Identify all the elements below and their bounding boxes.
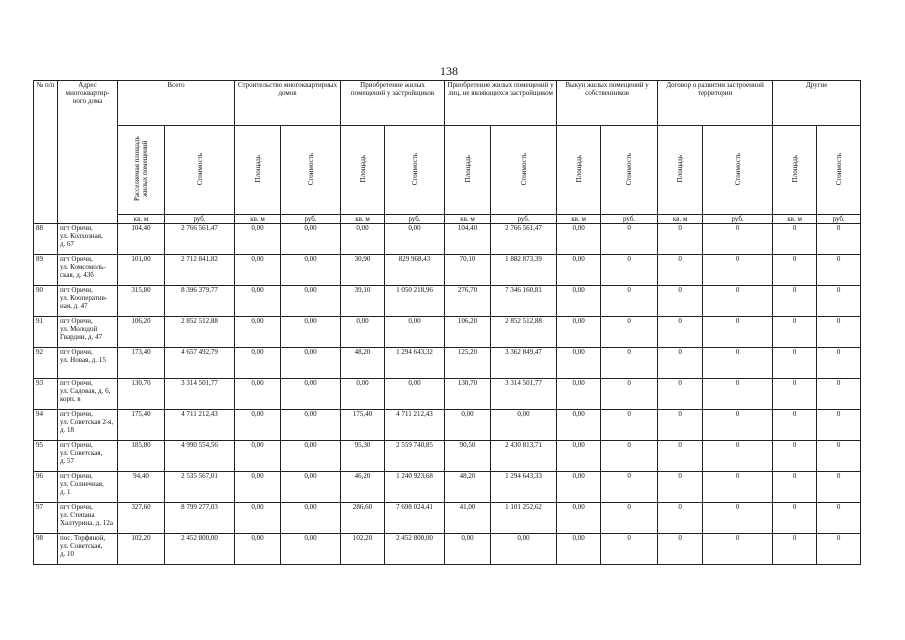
- developer-area: 95,30: [341, 441, 385, 472]
- row-address: пгт Оричи, ул. Советская 2-я, д. 18: [58, 410, 118, 441]
- header-purchase-developers: Приобретение жилых помещений у застройщиков: [341, 81, 445, 126]
- total-cost: 8 799 277,03: [165, 503, 235, 534]
- contract-area: 0: [658, 410, 703, 441]
- subheader-cost: Стоимость: [281, 126, 341, 215]
- construction-cost: 0,00: [281, 286, 341, 317]
- non-developer-area: 106,20: [445, 317, 491, 348]
- other-area: 0: [773, 255, 817, 286]
- total-cost: 8 396 379,77: [165, 286, 235, 317]
- developer-cost: 0,00: [385, 379, 445, 410]
- non-developer-area: 104,40: [445, 224, 491, 255]
- non-developer-area: 90,50: [445, 441, 491, 472]
- buyout-cost: 0: [601, 255, 658, 286]
- developer-cost: 2 452 800,00: [385, 534, 445, 565]
- subheader-cost: Стоимость: [817, 126, 861, 215]
- contract-area: 0: [658, 441, 703, 472]
- buyout-area: 0,00: [557, 472, 601, 503]
- other-cost: 0: [817, 379, 861, 410]
- construction-cost: 0,00: [281, 534, 341, 565]
- contract-area: 0: [658, 224, 703, 255]
- construction-cost: 0,00: [281, 441, 341, 472]
- other-cost: 0: [817, 472, 861, 503]
- non-developer-area: 48,20: [445, 472, 491, 503]
- buyout-area: 0,00: [557, 224, 601, 255]
- other-area: 0: [773, 534, 817, 565]
- construction-area: 0,00: [235, 472, 281, 503]
- developer-area: 0,00: [341, 379, 385, 410]
- total-cost: 3 314 501,77: [165, 379, 235, 410]
- header-construction: Строительство многоквартирных домов: [235, 81, 341, 126]
- total-area: 130,70: [118, 379, 165, 410]
- header-total: Всего: [118, 81, 235, 126]
- construction-cost: 0,00: [281, 410, 341, 441]
- unit-rub: руб.: [385, 215, 445, 224]
- header-other: Другие: [773, 81, 861, 126]
- total-area: 101,00: [118, 255, 165, 286]
- non-developer-cost: 2 766 561,47: [491, 224, 557, 255]
- construction-area: 0,00: [235, 379, 281, 410]
- non-developer-cost: 1 101 252,62: [491, 503, 557, 534]
- subheader-cost: Стоимость: [491, 126, 557, 215]
- unit-rub: руб.: [281, 215, 341, 224]
- other-area: 0: [773, 441, 817, 472]
- table-row: [34, 472, 861, 503]
- construction-area: 0,00: [235, 317, 281, 348]
- other-area: 0: [773, 224, 817, 255]
- row-no: 95: [34, 441, 58, 472]
- header-buyout: Выкуп жилых помещений у собственников: [557, 81, 658, 126]
- construction-cost: 0,00: [281, 472, 341, 503]
- other-cost: 0: [817, 224, 861, 255]
- table-body: [34, 224, 861, 565]
- contract-cost: 0: [703, 472, 773, 503]
- developer-cost: 1 294 643,32: [385, 348, 445, 379]
- row-no: 94: [34, 410, 58, 441]
- subheader-cost: Стоимость: [703, 126, 773, 215]
- contract-area: 0: [658, 379, 703, 410]
- page-number: 138: [440, 64, 458, 78]
- unit-area: кв. м: [773, 215, 817, 224]
- contract-area: 0: [658, 534, 703, 565]
- non-developer-area: 0,00: [445, 410, 491, 441]
- subheader-cost: Стоимость: [601, 126, 658, 215]
- total-area: 173,40: [118, 348, 165, 379]
- buyout-area: 0,00: [557, 348, 601, 379]
- construction-area: 0,00: [235, 503, 281, 534]
- total-area: 315,80: [118, 286, 165, 317]
- developer-cost: 7 698 024,41: [385, 503, 445, 534]
- other-area: 0: [773, 286, 817, 317]
- other-cost: 0: [817, 410, 861, 441]
- row-address: пгт Оричи, ул. Молодой Гвардии, д. 47: [58, 317, 118, 348]
- row-address: пгт Оричи, ул. Садовая, д. 6, корп. в: [58, 379, 118, 410]
- contract-area: 0: [658, 255, 703, 286]
- row-no: 92: [34, 348, 58, 379]
- construction-cost: 0,00: [281, 224, 341, 255]
- unit-rub: руб.: [601, 215, 658, 224]
- other-cost: 0: [817, 441, 861, 472]
- developer-cost: 4 711 212,43: [385, 410, 445, 441]
- contract-cost: 0: [703, 224, 773, 255]
- subheader-resettled-area: Расселяемая площадь жилых помещений: [118, 126, 165, 215]
- total-area: 102,20: [118, 534, 165, 565]
- total-cost: 4 657 492,79: [165, 348, 235, 379]
- non-developer-cost: 2 430 813,71: [491, 441, 557, 472]
- construction-area: 0,00: [235, 348, 281, 379]
- buyout-area: 0,00: [557, 379, 601, 410]
- subheader-area: Площадь: [341, 126, 385, 215]
- other-area: 0: [773, 410, 817, 441]
- other-area: 0: [773, 503, 817, 534]
- non-developer-cost: 3 314 501,77: [491, 379, 557, 410]
- header-development-contract: Договор о развитии застроенной территории: [658, 81, 773, 126]
- table-row: [34, 534, 861, 565]
- unit-rub: руб.: [165, 215, 235, 224]
- row-address: пгт Оричи, ул. Советская, д. 57: [58, 441, 118, 472]
- contract-cost: 0: [703, 317, 773, 348]
- row-no: 93: [34, 379, 58, 410]
- developer-area: 46,20: [341, 472, 385, 503]
- non-developer-area: 41,00: [445, 503, 491, 534]
- non-developer-area: 125,20: [445, 348, 491, 379]
- table-row: [34, 441, 861, 472]
- developer-cost: 0,00: [385, 317, 445, 348]
- row-address: пгт Оричи, ул. Кооператив- ная, д. 47: [58, 286, 118, 317]
- subheader-cost: Стоимость: [165, 126, 235, 215]
- contract-cost: 0: [703, 348, 773, 379]
- non-developer-cost: 1 882 873,39: [491, 255, 557, 286]
- contract-cost: 0: [703, 410, 773, 441]
- contract-cost: 0: [703, 379, 773, 410]
- subheader-area: Площадь: [773, 126, 817, 215]
- other-cost: 0: [817, 317, 861, 348]
- row-address: пгт Оричи, ул. Степана Халтурина, д. 12а: [58, 503, 118, 534]
- table-row: [34, 255, 861, 286]
- buyout-cost: 0: [601, 317, 658, 348]
- other-cost: 0: [817, 503, 861, 534]
- unit-area: кв. м: [118, 215, 165, 224]
- total-cost: 4 990 554,56: [165, 441, 235, 472]
- contract-area: 0: [658, 317, 703, 348]
- table-row: [34, 317, 861, 348]
- buyout-area: 0,00: [557, 441, 601, 472]
- developer-cost: 1 050 218,96: [385, 286, 445, 317]
- row-no: 91: [34, 317, 58, 348]
- buyout-area: 0,00: [557, 534, 601, 565]
- buyout-area: 0,00: [557, 317, 601, 348]
- total-area: 327,60: [118, 503, 165, 534]
- unit-area: кв. м: [235, 215, 281, 224]
- row-address: пгт Оричи, ул. Новая, д. 15: [58, 348, 118, 379]
- header-purchase-non-developers: Приобретение жилых помещений у лиц, не являющихся застройщиком: [445, 81, 557, 126]
- header-no: № п/п: [34, 81, 58, 224]
- construction-cost: 0,00: [281, 255, 341, 286]
- construction-area: 0,00: [235, 534, 281, 565]
- row-no: 97: [34, 503, 58, 534]
- buyout-area: 0,00: [557, 255, 601, 286]
- buyout-cost: 0: [601, 503, 658, 534]
- unit-rub: руб.: [703, 215, 773, 224]
- non-developer-cost: 1 294 643,33: [491, 472, 557, 503]
- subheader-area: Площадь: [235, 126, 281, 215]
- contract-cost: 0: [703, 503, 773, 534]
- subheader-area: Площадь: [445, 126, 491, 215]
- total-cost: 2 452 800,00: [165, 534, 235, 565]
- non-developer-cost: 3 362 849,47: [491, 348, 557, 379]
- header-address: Адрес многоквартир-ного дома: [58, 81, 118, 224]
- table-row: [34, 503, 861, 534]
- buyout-cost: 0: [601, 410, 658, 441]
- row-no: 90: [34, 286, 58, 317]
- table-row: [34, 410, 861, 441]
- construction-area: 0,00: [235, 410, 281, 441]
- construction-area: 0,00: [235, 286, 281, 317]
- buyout-cost: 0: [601, 441, 658, 472]
- other-area: 0: [773, 379, 817, 410]
- unit-area: кв. м: [445, 215, 491, 224]
- non-developer-area: 130,70: [445, 379, 491, 410]
- contract-cost: 0: [703, 255, 773, 286]
- non-developer-cost: 2 852 512,88: [491, 317, 557, 348]
- construction-cost: 0,00: [281, 317, 341, 348]
- construction-cost: 0,00: [281, 379, 341, 410]
- total-area: 185,80: [118, 441, 165, 472]
- buyout-cost: 0: [601, 348, 658, 379]
- row-no: 98: [34, 534, 58, 565]
- contract-area: 0: [658, 503, 703, 534]
- row-address: пос. Торфяной, ул. Советская, д. 10: [58, 534, 118, 565]
- construction-cost: 0,00: [281, 503, 341, 534]
- developer-area: 102,20: [341, 534, 385, 565]
- developer-cost: 829 968,43: [385, 255, 445, 286]
- construction-area: 0,00: [235, 255, 281, 286]
- buyout-area: 0,00: [557, 286, 601, 317]
- construction-area: 0,00: [235, 224, 281, 255]
- total-cost: 2 766 561,47: [165, 224, 235, 255]
- total-area: 104,40: [118, 224, 165, 255]
- buyout-cost: 0: [601, 534, 658, 565]
- developer-area: 175,40: [341, 410, 385, 441]
- construction-area: 0,00: [235, 441, 281, 472]
- other-area: 0: [773, 317, 817, 348]
- contract-cost: 0: [703, 441, 773, 472]
- unit-rub: руб.: [817, 215, 861, 224]
- buyout-area: 0,00: [557, 503, 601, 534]
- row-address: пгт Оричи, ул. Колхозная, д. 67: [58, 224, 118, 255]
- non-developer-area: 0,00: [445, 534, 491, 565]
- resettlement-table: [33, 80, 861, 565]
- other-cost: 0: [817, 348, 861, 379]
- row-no: 96: [34, 472, 58, 503]
- contract-cost: 0: [703, 286, 773, 317]
- table-row: [34, 286, 861, 317]
- developer-area: 48,20: [341, 348, 385, 379]
- developer-area: 39,10: [341, 286, 385, 317]
- contract-area: 0: [658, 286, 703, 317]
- other-cost: 0: [817, 534, 861, 565]
- other-cost: 0: [817, 286, 861, 317]
- non-developer-area: 276,70: [445, 286, 491, 317]
- buyout-cost: 0: [601, 379, 658, 410]
- buyout-cost: 0: [601, 224, 658, 255]
- buyout-cost: 0: [601, 472, 658, 503]
- non-developer-area: 70,10: [445, 255, 491, 286]
- non-developer-cost: 0,00: [491, 534, 557, 565]
- developer-area: 0,00: [341, 317, 385, 348]
- table-row: [34, 224, 861, 255]
- total-cost: 2 535 567,01: [165, 472, 235, 503]
- developer-cost: 0,00: [385, 224, 445, 255]
- contract-area: 0: [658, 348, 703, 379]
- row-address: пгт Оричи, ул. Комсомоль- ская, д. 43б: [58, 255, 118, 286]
- developer-area: 0,00: [341, 224, 385, 255]
- total-cost: 4 711 212,43: [165, 410, 235, 441]
- contract-area: 0: [658, 472, 703, 503]
- construction-cost: 0,00: [281, 348, 341, 379]
- subheader-cost: Стоимость: [385, 126, 445, 215]
- other-area: 0: [773, 472, 817, 503]
- total-area: 94,40: [118, 472, 165, 503]
- buyout-cost: 0: [601, 286, 658, 317]
- other-area: 0: [773, 348, 817, 379]
- developer-cost: 2 559 740,85: [385, 441, 445, 472]
- unit-area: кв. м: [341, 215, 385, 224]
- developer-area: 286,60: [341, 503, 385, 534]
- unit-area: кв. м: [658, 215, 703, 224]
- total-cost: 2 852 512,88: [165, 317, 235, 348]
- other-cost: 0: [817, 255, 861, 286]
- non-developer-cost: 7 346 160,81: [491, 286, 557, 317]
- developer-cost: 1 240 923,68: [385, 472, 445, 503]
- table-row: [34, 379, 861, 410]
- row-no: 89: [34, 255, 58, 286]
- total-area: 175,40: [118, 410, 165, 441]
- row-address: пгт Оричи, ул. Солнечная, д. 1: [58, 472, 118, 503]
- contract-cost: 0: [703, 534, 773, 565]
- unit-area: кв. м: [557, 215, 601, 224]
- subheader-area: Площадь: [658, 126, 703, 215]
- table-row: [34, 348, 861, 379]
- buyout-area: 0,00: [557, 410, 601, 441]
- subheader-area: Площадь: [557, 126, 601, 215]
- developer-area: 30,90: [341, 255, 385, 286]
- row-no: 88: [34, 224, 58, 255]
- non-developer-cost: 0,00: [491, 410, 557, 441]
- unit-rub: руб.: [491, 215, 557, 224]
- total-cost: 2 712 841,82: [165, 255, 235, 286]
- total-area: 106,20: [118, 317, 165, 348]
